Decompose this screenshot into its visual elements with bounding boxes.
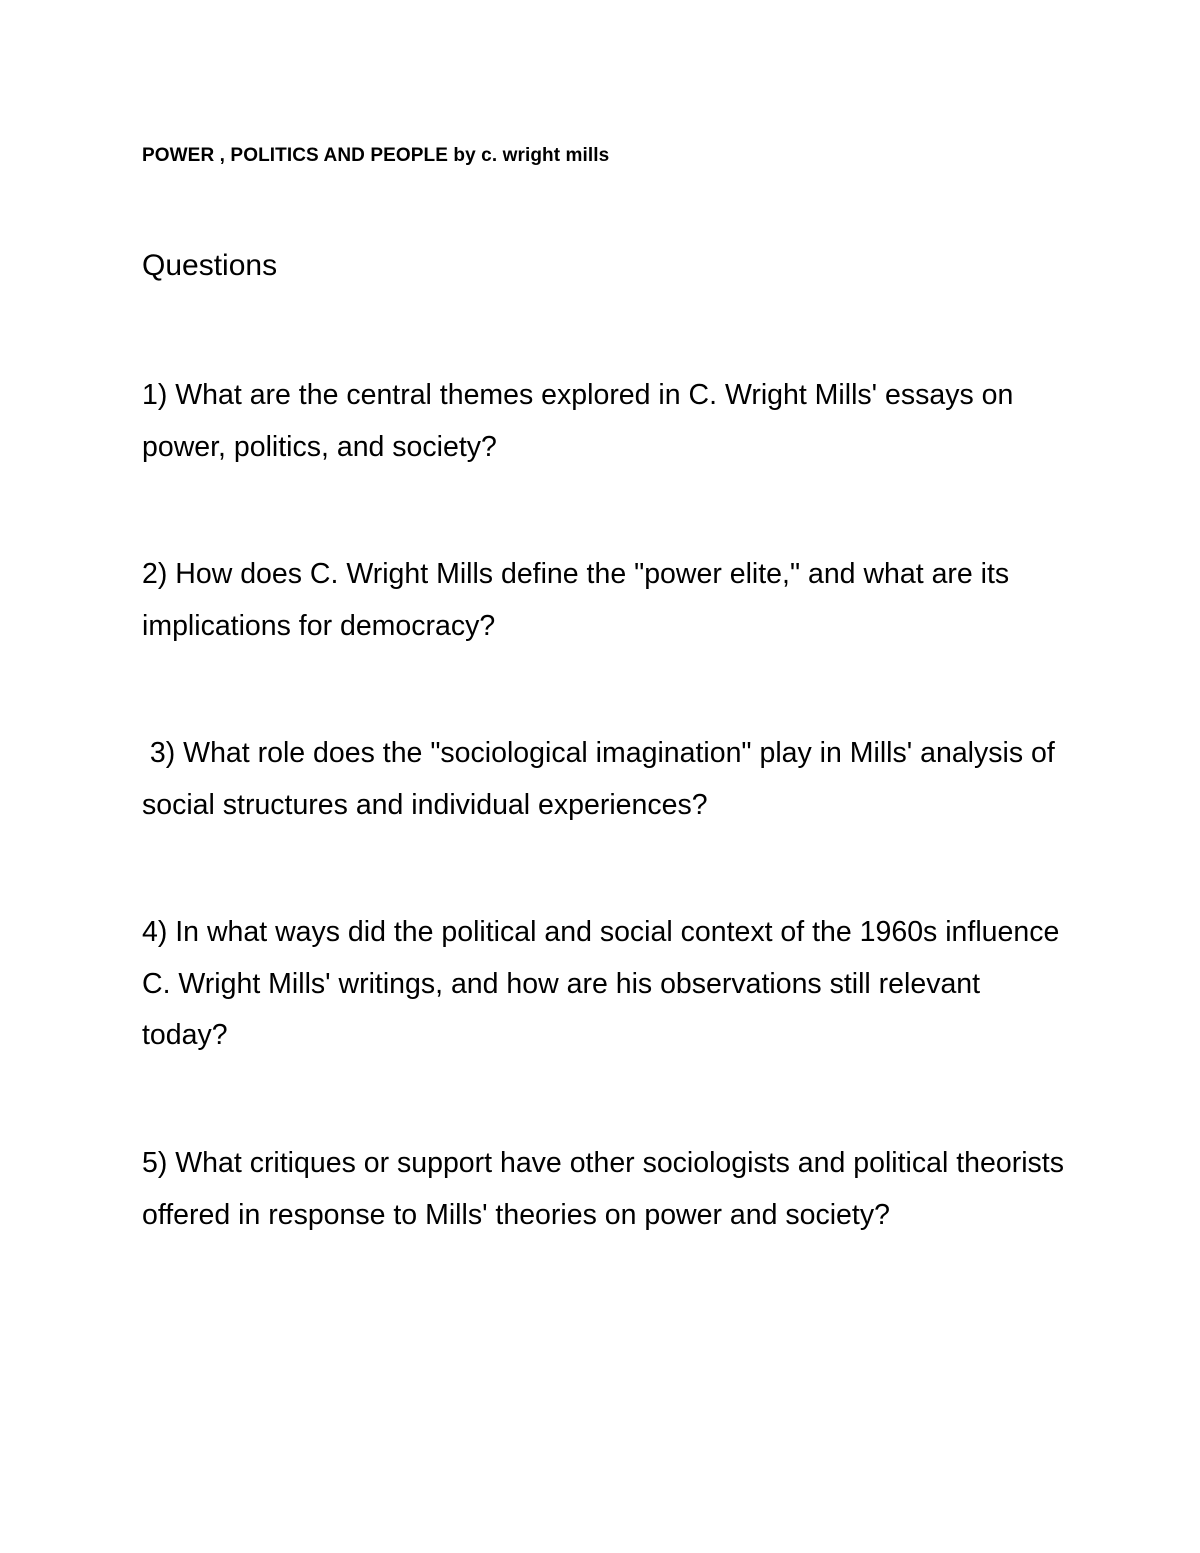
question-4: 4) In what ways did the political and social context of the 1960s influence C. Wright Mills' writings, and how are his observations still relevant today? [142, 916, 1060, 1051]
question-3: 3) What role does the "sociological imagination" play in Mills' analysis of social structures and individual experiences? [142, 737, 1063, 821]
question-1: 1) What are the central themes explored in C. Wright Mills' essays on power, politics, and society? [142, 379, 1014, 463]
section-heading: Questions [142, 249, 278, 282]
question-2: 2) How does C. Wright Mills define the "power elite," and what are its implications for democracy? [142, 558, 1010, 642]
question-5: 5) What critiques or support have other sociologists and political theorists offered in response to Mills' theories on power and society? [142, 1147, 1064, 1231]
document-title: POWER , POLITICS AND PEOPLE by c. wright mills [142, 145, 610, 166]
